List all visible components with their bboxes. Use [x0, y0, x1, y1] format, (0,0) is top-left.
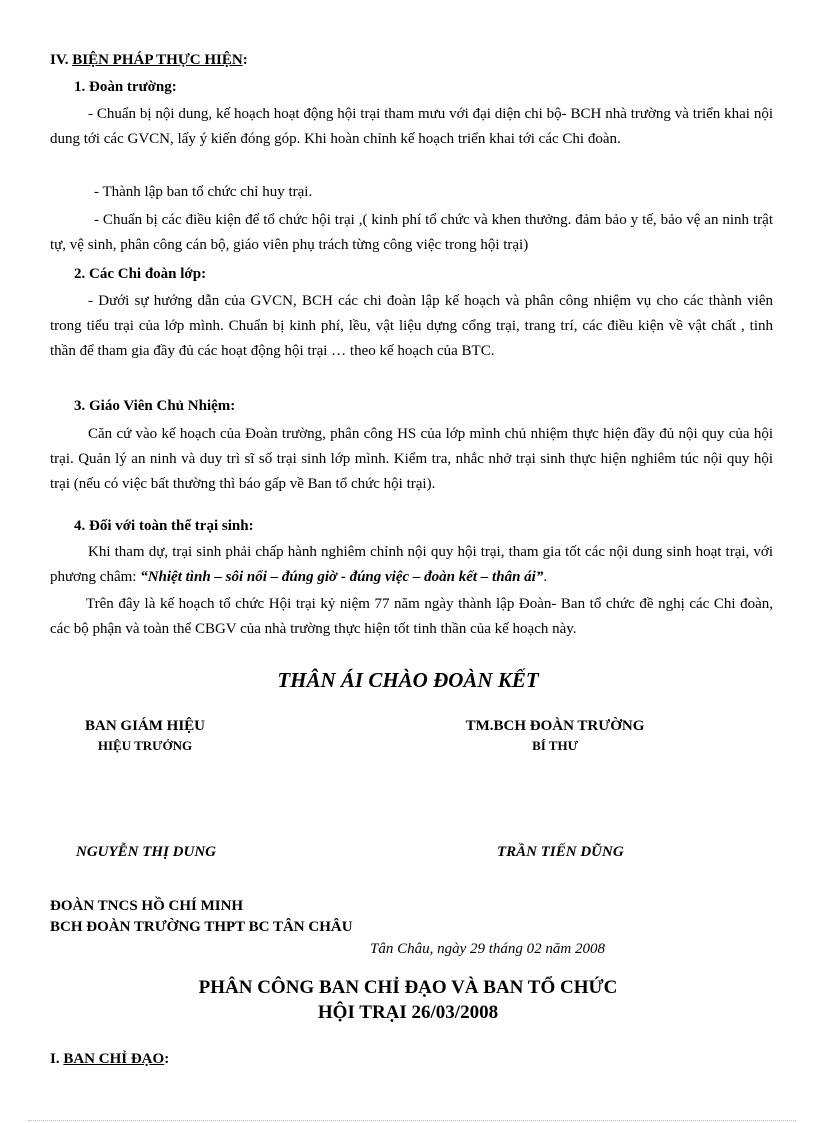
signature-role: HIỆU TRƯỞNG — [97, 738, 193, 753]
signature-title: TM.BCH ĐOÀN TRƯỜNG — [465, 718, 645, 734]
section-heading-i — [50, 1047, 773, 1072]
signature-block-right — [430, 716, 680, 756]
section-colon: : — [242, 52, 248, 68]
page-break-line — [28, 1120, 796, 1121]
paragraph: - Chuẩn bị các điều kiện để tổ chức hội trại ,( kinh phí tổ chức và khen thưởng. đảm bảo y tế, bảo vệ an ninh trật tự, vệ sinh, phân công cán bộ, giáo viên phụ trách từng công việc trong hội trại) — [50, 212, 773, 253]
section-roman: IV. — [50, 52, 69, 68]
paragraph: Căn cứ vào kế hoạch của Đoàn trường, phân công HS của lớp mình chủ nhiệm thực hiện đầy đủ nội quy của hội trại. Quản lý an ninh và duy trì sĩ số trại sinh lớp mình. Kiểm tra, nhắc nhở trại sinh thực hiện nghiêm túc nội quy hội trại (nếu có việc bất thường thì báo gấp về Ban tổ chức hội trại). — [50, 426, 773, 492]
signature-name-right: TRẦN TIẾN DŨNG — [497, 844, 624, 860]
subheading-trai-sinh: 4. Đối với toàn thể trại sinh: — [74, 518, 254, 534]
signature-block-left — [60, 716, 230, 756]
subheading-gvcn: 3. Giáo Viên Chủ Nhiệm: — [74, 398, 236, 414]
section-title: BAN CHỈ ĐẠO — [63, 1051, 165, 1067]
subheading-doan-truong: 1. Đoàn trường: — [74, 79, 177, 95]
paragraph: - Dưới sự hướng dẫn của GVCN, BCH các chi đoàn lập kế hoạch và phân công nhiệm vụ cho các thành viên trong tiểu trại của lớp mình. Chuẩn bị kinh phí, lều, vật liệu dựng cổng trại, trang trí, các điều kiện về vật chất , tinh thần để tham gia đầy đủ các hoạt động hội trại … theo kế hoạch của BTC. — [50, 293, 773, 359]
subheading-chi-doan-lop: 2. Các Chi đoàn lớp: — [74, 266, 207, 282]
slogan: THÂN ÁI CHÀO ĐOÀN KẾT — [277, 668, 539, 692]
paragraph-text: Khi tham dự, trại sinh phải chấp hành nghiêm chỉnh nội quy hội trại, tham gia tốt các nội dung sinh hoạt trại, với phương châm: — [50, 544, 773, 585]
title-line: PHÂN CÔNG BAN CHỈ ĐẠO VÀ BAN TỔ CHỨC — [198, 977, 618, 998]
motto: “Nhiệt tình – sôi nổi – đúng giờ - đúng việc – đoàn kết – thân ái” — [140, 569, 544, 585]
section-roman: I. — [50, 1051, 60, 1067]
section-title: BIỆN PHÁP THỰC HIỆN — [72, 52, 243, 68]
org-header — [50, 896, 773, 938]
signature-role: BÍ THƯ — [532, 738, 578, 753]
paragraph-end: . — [543, 569, 548, 585]
document-title — [0, 975, 816, 1025]
paragraph: - Thành lập ban tổ chức chỉ huy trại. — [94, 184, 313, 200]
closing-paragraph: Trên đây là kế hoạch tổ chức Hội trại kỷ niệm 77 năm ngày thành lập Đoàn- Ban tổ chức đề nghị các Chi đoàn, các bộ phận và toàn thể CBGV của nhà trường thực hiện tốt tinh thần của kế hoạch này. — [50, 596, 773, 637]
section-heading-iv — [50, 48, 773, 73]
org-name: ĐOÀN TNCS HỒ CHÍ MINH — [50, 898, 244, 914]
paragraph: - Chuẩn bị nội dung, kế hoạch hoạt động hội trại tham mưu với đại diện chi bộ- BCH nhà trường và triển khai nội dung tới các GVCN, lấy ý kiến đóng góp. Khi hoàn chỉnh kế hoạch triển khai tới các Chi đoàn. — [50, 106, 773, 147]
signature-title: BAN GIÁM HIỆU — [84, 718, 205, 734]
paragraph — [50, 540, 773, 590]
signature-name-left: NGUYỄN THỊ DUNG — [76, 844, 216, 860]
title-line: HỘI TRẠI 26/03/2008 — [317, 1002, 499, 1023]
document-date: Tân Châu, ngày 29 tháng 02 năm 2008 — [370, 941, 606, 957]
section-colon: : — [164, 1051, 170, 1067]
org-unit: BCH ĐOÀN TRƯỜNG THPT BC TÂN CHÂU — [50, 919, 353, 935]
